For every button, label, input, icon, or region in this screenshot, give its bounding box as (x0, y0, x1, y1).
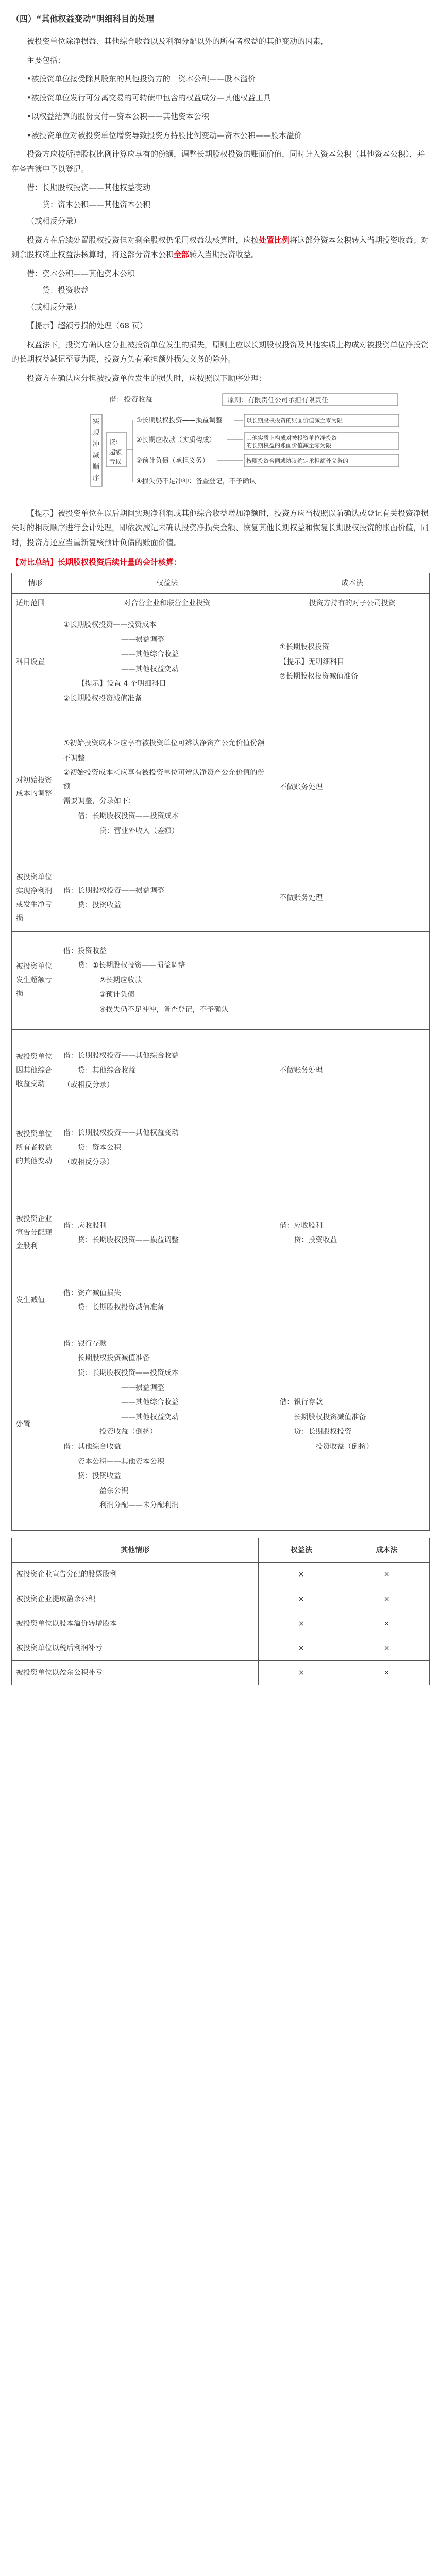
summary-title: 【对比总结】长期股权投资后续计量的会计核算： (11, 557, 182, 567)
table-header-row (12, 1538, 430, 1563)
equity-cell: 借：应收股利 贷：长期股权投资——损益调整 (59, 1184, 275, 1282)
table-row (12, 594, 430, 614)
highlight-text: 处置比例 (259, 235, 290, 245)
equity-cell: 借：长期股权投资——损益调整 贷：投资收益 (59, 865, 275, 931)
main-include-label: 主要包括： (27, 55, 66, 65)
cost-cell (275, 931, 430, 1029)
side-char: 现 (93, 429, 100, 437)
cost-cell: 不做账务处理 (275, 1029, 430, 1112)
table-row (12, 865, 430, 931)
rights-paragraph: 权益法下，投资方确认应分担被投资单位发生的损失，原则上应以长期股权投资及其他实质上构成对被投资单位净投资的长期权益减记至零为限，投资方负有承担额外损失义务的除外。 (11, 340, 429, 364)
row-label: 被投资单位因其他综合收益变动 (12, 1029, 59, 1112)
header-cell: 成本法 (344, 1538, 430, 1563)
cell: 被投资单位以股本溢价转增股本 (12, 1612, 259, 1636)
table-row (12, 1184, 430, 1282)
cell: 被投资单位以盈余公积补亏 (12, 1660, 259, 1685)
side-char: 实 (93, 418, 100, 426)
table-row (12, 931, 430, 1029)
journal-entry-credit: 贷：资本公积——其他资本公积 (42, 199, 151, 209)
cell: × (259, 1660, 344, 1685)
journal-entry-note: （或相反分录） (27, 302, 81, 312)
cell: × (259, 1563, 344, 1587)
bullet-item: •被投资单位对被投资单位增资导致投资方持股比例变动—资本公积——股本溢价 (27, 130, 302, 140)
header-cell: 情形 (12, 573, 59, 594)
credit-label: 超额 (109, 449, 122, 456)
equity-cell: 借：投资收益 贷：①长期股权投资——损益调整 ②长期应收款 ③预计负债 ④损失仍不足冲冲，备查登记，不予确认 (59, 931, 275, 1029)
header-cell: 权益法 (59, 573, 275, 594)
bullet-item: •以权益结算的股份支付—资本公积——其他资本公积 (27, 112, 209, 122)
table-row (12, 1319, 430, 1530)
table-row (12, 614, 430, 710)
table-row (12, 1612, 430, 1636)
table-row (12, 1636, 430, 1661)
equity-cell: 借：资产减值损失 贷：长期股权投资减值准备 (59, 1282, 275, 1319)
cell: 被投资单位以税后利润补亏 (12, 1636, 259, 1661)
side-char: 冲 (93, 440, 100, 449)
cell: × (344, 1563, 430, 1587)
side-char: 序 (93, 474, 100, 483)
other-situations-table (11, 1538, 430, 1686)
loss-order-paragraph: 投资方在确认应分担被投资单位发生的损失时，应按照以下顺序处理： (27, 373, 267, 383)
cell: × (344, 1587, 430, 1612)
cell: × (344, 1636, 430, 1661)
row-label: 处置 (12, 1319, 59, 1530)
equity-cell: ①长期股权投资——投资成本 ——损益调整 ——其他综合收益 ——其他权益变动 【提示】设置 4 个明细科目 ②长期股权投资减值准备 (59, 614, 275, 710)
note-text: 的长期权益的账面价值减至零为限 (246, 442, 331, 449)
row-label: 被投资单位所有者权益的其他变动 (12, 1112, 59, 1184)
cost-cell: 借：银行存款 长期股权投资减值准备 贷：长期股权投资 投资收益（倒挤） (275, 1319, 430, 1530)
side-char: 减 (93, 452, 100, 460)
row-label: 科目设置 (12, 614, 59, 710)
cell: × (259, 1636, 344, 1661)
cost-cell (275, 1282, 430, 1319)
header-cell: 其他情形 (12, 1538, 259, 1563)
journal-entry-debit: 借：长期股权投资——其他权益变动 (27, 183, 151, 193)
principle-text: 原则：有限责任公司承担有限责任 (228, 397, 329, 405)
credit-label: 亏损 (109, 458, 122, 466)
side-char: 顺 (93, 463, 100, 471)
cell: × (344, 1660, 430, 1685)
loss-order-diagram-svg (89, 391, 408, 494)
note-text: 以长期股权投资的账面价值减至零为限 (246, 417, 343, 425)
journal-entry-credit: 贷：投资收益 (42, 285, 89, 295)
order-item: ④损失仍不足冲冲：备查登记，不予确认 (136, 478, 256, 486)
row-label: 对初始投资成本的调整 (12, 710, 59, 865)
cell: × (344, 1612, 430, 1636)
journal-entry-debit: 借：资本公积——其他资本公积 (27, 268, 135, 278)
table-row (12, 1587, 430, 1612)
table-row (12, 1112, 430, 1184)
table-row (12, 1660, 430, 1685)
equity-cell: 借：长期股权投资——其他权益变动 贷：资本公积 （或相反分录） (59, 1112, 275, 1184)
journal-entry-note: （或相反分录） (27, 216, 81, 226)
bullet-item: •被投资单位接受除其股东的其他投资方的一资本公积——股本溢价 (27, 74, 256, 84)
note-text: 其他实质上构成对被投资单位净投资 (246, 435, 337, 442)
table-row (12, 1029, 430, 1112)
cell: 被投资企业宣告分配的股票股利 (12, 1563, 259, 1587)
intro-paragraph: 被投资单位除净损益、其他综合收益以及利润分配以外的所有者权益的其他变动的因素， (27, 37, 329, 46)
cost-cell: 不做账务处理 (275, 710, 430, 865)
order-item: ②长期应收款（实质构成） (136, 436, 216, 445)
order-item: ③预计负债（承担义务） (136, 457, 209, 465)
cost-cell: 不做账务处理 (275, 865, 430, 931)
loss-order-diagram (89, 391, 408, 499)
order-item: ①长期股权投资——损益调整 (136, 417, 223, 425)
equity-cell: 对合营企业和联营企业投资 (59, 594, 275, 614)
note-text: 按照投资合同或协议约定承担额外义务的 (246, 457, 348, 465)
tip-paragraph: 【提示】超额亏损的处理（68 页） (27, 321, 147, 331)
tip2-paragraph: 【提示】被投资单位在以后期间实现净利润或其他综合收益增加净额时，投资方应当按照以前确认或登记有关投资净损失时的相反顺序进行会计处理，即依次减记未确认投资净损失金额、恢复其他长期权益和恢复长期股权投资的账面价值，同时，投资方还应当重新复核预计负债的账面价值。 (11, 508, 429, 547)
equity-cell: 借：长期股权投资——其他综合收益 贷：其他综合收益 （或相反分录） (59, 1029, 275, 1112)
header-cell: 权益法 (259, 1538, 344, 1563)
cell: × (259, 1612, 344, 1636)
credit-label: 贷： (109, 438, 122, 446)
highlight-text: 全部 (174, 250, 190, 260)
equity-cell: 借：银行存款 长期股权投资减值准备 贷：长期股权投资——投资成本 ——损益调整 ——其他综合收益 ——其他权益变动 投资收益（倒挤） 借：其他综合收益 资本公积——其他资本公积 贷：投资收益 盈余公积 利润分配——未分配利润 (59, 1319, 275, 1530)
bullet-item: •被投资单位发行可分离交易的可转债中包含的权益成分—其他权益工具 (27, 93, 271, 103)
cost-cell: ①长期股权投资 【提示】无明细科目 ②长期股权投资减值准备 (275, 614, 430, 710)
cost-cell: 投资方持有的对子公司投资 (275, 594, 430, 614)
diagram-borrow-label: 借：投资收益 (109, 396, 152, 404)
table-row (12, 710, 430, 865)
cell: × (259, 1587, 344, 1612)
table-row (12, 1563, 430, 1587)
investor-paragraph: 投资方应按所持股权比例计算应享有的份额，调整长期股权投资的账面价值，同时计入资本公积（其他资本公积），并在备查簿中予以登记。 (11, 149, 425, 174)
comparison-table (11, 573, 430, 1531)
section-title: （四）“其他权益变动”明细科目的处理 (11, 14, 155, 24)
dispose-paragraph: 投资方在后续处置股权投资但对剩余股权仍采用权益法核算时，应按处置比例将这部分资本公积转入当期投资收益；对剩余股权终止权益法核算时，将这部分资本公积全部转入当期投资收益。 (11, 235, 429, 260)
table-header-row (12, 573, 430, 594)
row-label: 被投资企业宣告分配现金股利 (12, 1184, 59, 1282)
row-label: 发生减值 (12, 1282, 59, 1319)
cost-cell (275, 1112, 430, 1184)
table-row (12, 1282, 430, 1319)
row-label: 被投资单位发生超额亏损 (12, 931, 59, 1029)
equity-cell: ①初始投资成本＞应享有被投资单位可辨认净资产公允价值份额 不调整 ②初始投资成本＜应享有被投资单位可辨认净资产公允价值的份额 需要调整，分录如下： 借：长期股权投资——投资成本 贷：营业外收入（差额） (59, 710, 275, 865)
cell: 被投资企业提取盈余公积 (12, 1587, 259, 1612)
row-label: 被投资单位实现净利润或发生净亏损 (12, 865, 59, 931)
row-label: 适用范围 (12, 594, 59, 614)
cost-cell: 借：应收股利 贷：投资收益 (275, 1184, 430, 1282)
header-cell: 成本法 (275, 573, 430, 594)
